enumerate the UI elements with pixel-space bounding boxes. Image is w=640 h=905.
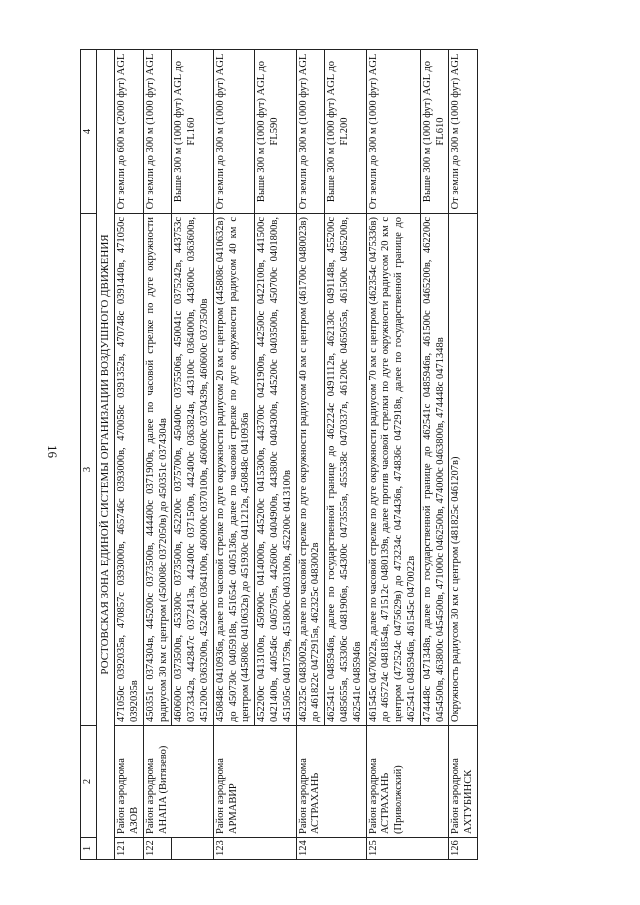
altitude-cell: Выше 300 м (1000 фут) AGL до FL590 (255, 50, 296, 214)
altitude-cell: От земли до 300 м (1000 фут) AGL (296, 50, 325, 214)
row-number: 124 (296, 838, 366, 860)
altitude-cell: От земли до 300 м (1000 фут) AGL (143, 50, 172, 214)
table-row (213, 50, 254, 860)
row-number: 121 (115, 838, 144, 860)
aerodrome-name: Район аэродрома АСТРАХАНЬ (Приволжский) (366, 726, 449, 838)
column-header: 2 (81, 726, 97, 838)
aerodrome-name: Район аэродрома АСТРАХАНЬ (296, 726, 366, 838)
altitude-cell: От земли до 300 м (1000 фут) AGL (366, 50, 420, 214)
altitude-cell: Выше 300 м (1000 фут) AGL до FL610 (420, 50, 449, 214)
aerodrome-name: Район аэродрома АЗОВ (115, 726, 144, 838)
table-header-row (81, 50, 97, 860)
row-number: 126 (449, 838, 478, 860)
coordinates-cell: 460600с 0373500в, 453300с 0373500в, 452200с 0375700в, 450400с 0375506в, 450041с 0375242в, 443753с 0373342в, 442847с 0372413в, 442400с 0371500в, 442400с 0363824в, 443100с 0364000в, 443600с 0363600в, 451200с 0363200в, 452400с 0364100в, 460000с 0370100в, 460600с 0370439в, 460600с 0373500в (172, 214, 213, 726)
altitude-cell: От земли до 300 м (1000 фут) AGL (449, 50, 478, 214)
coordinates-cell: 452200с 0413100в, 450900с 0414000в, 445200с 0415300в, 443700с 0421900в, 442500с 0422100в, 441500с 0421400в, 440546с 0405705в, 442600с 0404900в, 443800с 0404300в, 445200с 0403500в, 450700с 0401800в, 451505с 0401759в, 451800с 0403100в, 452200с 0413100в (255, 214, 296, 726)
row-number: 125 (366, 838, 449, 860)
altitude-cell: От земли до 600 м (2000 фут) AGL (115, 50, 144, 214)
table-row (366, 50, 420, 860)
coordinates-cell: 450351с 0374304в, 445200с 0373500в, 444400с 0371900в, далее по часовой стрелке по дуге окружности радиусом 30 км с центром (450008с 0372050в) до 450351с 0374304в (143, 214, 172, 726)
coordinates-cell: 462325с 0483002в, далее по часовой стрелке по дуге окружности радиусом 40 км с центром (461700с 0480023в) до 461822с 0472915в, 462325с 0483002в (296, 214, 325, 726)
aerodrome-name: Район аэродрома АНАПА (Витязево) (143, 726, 213, 838)
table-row (449, 50, 478, 860)
coordinates-cell: 450848с 0410936в, далее по часовой стрелке по дуге окружности радиусом 20 км с центром (445808с 0410632в) до 450730с 0405918в, 451654с 0405136в, далее по часовой стрелке по дуге окружности радиусом 40 км с центром (445808с 0410632в) до 451930с 0411212в, 450848с 0410936в (213, 214, 254, 726)
coordinates-cell: 462541с 0485946в, далее по государственной границе до 462224с 0491112в, 462130с 0491148в, 455200с 0485655в, 453306с 0481906в, 454300с 0473555в, 455538с 0470337в, 461200с 0465055в, 461500с 0465200в, 462541с 0485946в (325, 214, 366, 726)
column-header: 3 (81, 214, 97, 726)
section-row (96, 50, 114, 860)
table-row (296, 50, 325, 860)
altitude-cell: Выше 300 м (1000 фут) AGL до FL160 (172, 50, 213, 214)
coordinates-cell: 471050с 0392035в, 470857с 0393000в, 465746с 0393000в, 470058с 0391352в, 470748с 0391440в, 471050с 0392035в (115, 214, 144, 726)
coordinates-cell: 461545с 0470022в, далее по часовой стрелке по дуге окружности радиусом 70 км с центром (462354с 0475336в) до 465724с 0481854в, 471512с 0480139в, далее против часовой стрелки по дуге окружности радиусом 20 км с центром (472524с 0475629в) до 473234с 0474436в, 474836с 0472918в, далее по государственной границе до 462541с 0485946в, 461545с 0470022в (366, 214, 420, 726)
row-number: 122 (143, 838, 172, 860)
column-header: 1 (81, 838, 97, 860)
table-row (143, 50, 172, 860)
rotated-page-content (80, 50, 620, 860)
coordinates-cell: Окружность радиусом 30 км с центром (481825с 0461207в) (449, 214, 478, 726)
aerodrome-name: Район аэродрома АРМАВИР (213, 726, 296, 838)
section-title: РОСТОВСКАЯ ЗОНА ЕДИНОЙ СИСТЕМЫ ОРГАНИЗАЦИИ ВОЗДУШНОГО ДВИЖЕНИЯ (96, 50, 114, 860)
altitude-cell: От земли до 300 м (1000 фут) AGL (213, 50, 254, 214)
airspace-table (80, 49, 478, 860)
aerodrome-name: Район аэродрома АХТУБИНСК (449, 726, 478, 838)
page-number: 16 (45, 445, 60, 458)
altitude-cell: Выше 300 м (1000 фут) AGL до FL200 (325, 50, 366, 214)
row-number: 123 (213, 838, 296, 860)
row-number (172, 838, 213, 860)
coordinates-cell: 474448с 0471348в, далее по государственной границе до 462541с 0485946в, 461500с 0465200в, 462200с 0454500в, 463800с 0454500в, 471000с 0462500в, 474000с 0463800в, 474448с 0471348в (420, 214, 449, 726)
table-row (115, 50, 144, 860)
column-header: 4 (81, 50, 97, 214)
